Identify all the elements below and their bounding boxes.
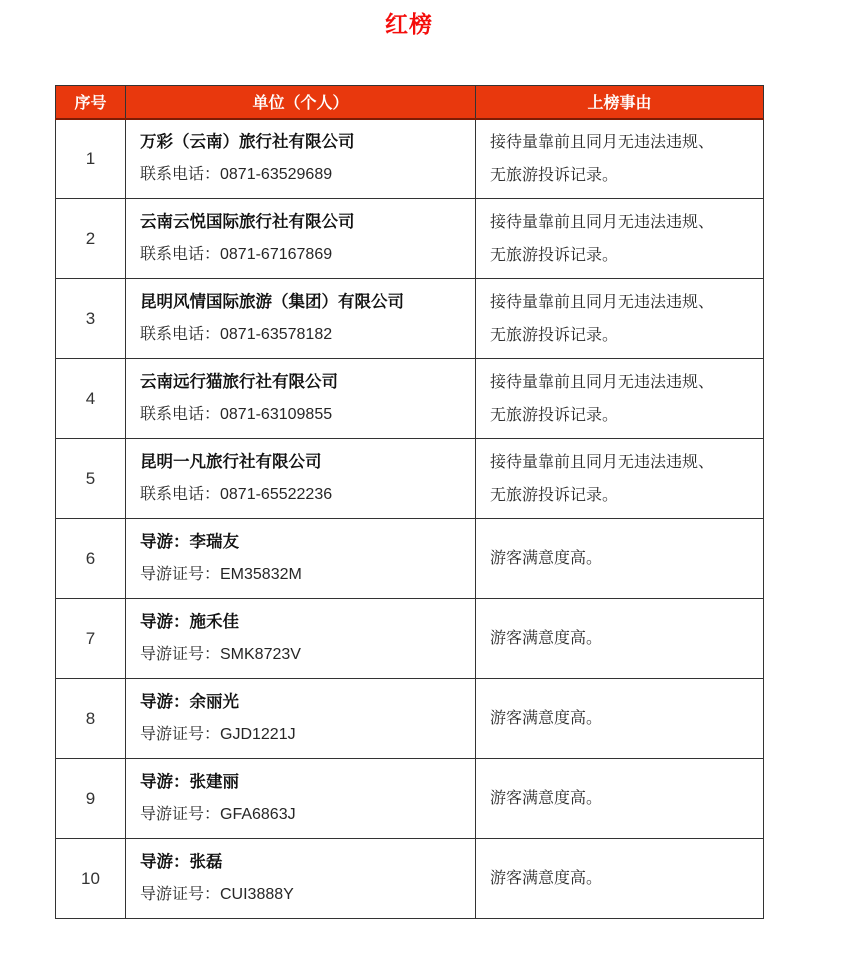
table-row — [56, 759, 764, 839]
reason-cell — [476, 839, 764, 919]
reason-text: 无旅游投诉记录。 — [490, 166, 619, 184]
reason-text: 游客满意度高。 — [490, 710, 603, 727]
reason-cell — [476, 439, 764, 519]
header-cell-unit: 单位（个人） — [126, 86, 476, 119]
unit-detail: 导游证号：CUI3888Y — [140, 886, 294, 903]
row-number: 6 — [56, 519, 126, 599]
unit-name: 昆明一凡旅行社有限公司 — [140, 453, 322, 471]
unit-detail: 联系电话：0871-63578182 — [140, 326, 333, 343]
unit-cell — [126, 439, 476, 519]
unit-detail: 导游证号：EM35832M — [140, 566, 302, 583]
unit-name: 云南云悦国际旅行社有限公司 — [140, 213, 355, 231]
unit-name: 导游：余丽光 — [140, 693, 239, 711]
reason-text: 无旅游投诉记录。 — [490, 486, 619, 504]
reason-text: 接待量靠前且同月无违法违规、 — [490, 133, 715, 151]
table-body — [56, 119, 764, 919]
unit-name: 导游：李瑞友 — [140, 533, 239, 551]
unit-cell — [126, 279, 476, 359]
reason-cell — [476, 599, 764, 679]
unit-cell — [126, 519, 476, 599]
reason-cell — [476, 279, 764, 359]
row-number: 9 — [56, 759, 126, 839]
table-row — [56, 599, 764, 679]
header-cell-index: 序号 — [56, 86, 126, 119]
reason-text: 无旅游投诉记录。 — [490, 326, 619, 344]
unit-cell — [126, 759, 476, 839]
unit-detail: 联系电话：0871-65522236 — [140, 486, 333, 503]
header-cell-reason: 上榜事由 — [476, 86, 764, 119]
unit-cell — [126, 599, 476, 679]
unit-detail: 导游证号：GFA6863J — [140, 806, 296, 823]
unit-cell — [126, 359, 476, 439]
reason-text: 游客满意度高。 — [490, 790, 603, 807]
unit-detail: 导游证号：GJD1221J — [140, 726, 296, 743]
reason-cell — [476, 359, 764, 439]
unit-name: 导游：施禾佳 — [140, 613, 239, 631]
unit-name: 导游：张磊 — [140, 853, 223, 871]
reason-cell — [476, 119, 764, 199]
unit-cell — [126, 679, 476, 759]
red-list-table — [55, 85, 764, 919]
reason-text: 接待量靠前且同月无违法违规、 — [490, 213, 715, 231]
row-number: 1 — [56, 119, 126, 199]
reason-text: 无旅游投诉记录。 — [490, 406, 619, 424]
table-row — [56, 359, 764, 439]
reason-text: 游客满意度高。 — [490, 630, 603, 647]
unit-detail: 导游证号：SMK8723V — [140, 646, 301, 663]
unit-name: 云南远行猫旅行社有限公司 — [140, 373, 338, 391]
reason-text: 游客满意度高。 — [490, 870, 603, 887]
row-number: 3 — [56, 279, 126, 359]
reason-cell — [476, 759, 764, 839]
reason-text: 接待量靠前且同月无违法违规、 — [490, 293, 715, 311]
reason-text: 接待量靠前且同月无违法违规、 — [490, 453, 715, 471]
row-number: 5 — [56, 439, 126, 519]
reason-cell — [476, 199, 764, 279]
table-row — [56, 839, 764, 919]
table-row — [56, 439, 764, 519]
unit-cell — [126, 839, 476, 919]
unit-name: 万彩（云南）旅行社有限公司 — [140, 133, 355, 152]
unit-cell — [126, 119, 476, 199]
unit-detail: 联系电话：0871-63529689 — [140, 166, 333, 184]
row-number: 4 — [56, 359, 126, 439]
table-row — [56, 279, 764, 359]
unit-cell — [126, 199, 476, 279]
reason-text: 游客满意度高。 — [490, 550, 603, 567]
table-row — [56, 679, 764, 759]
reason-text: 无旅游投诉记录。 — [490, 246, 619, 264]
row-number: 8 — [56, 679, 126, 759]
row-number: 10 — [56, 839, 126, 919]
reason-cell — [476, 519, 764, 599]
unit-name: 昆明风情国际旅游（集团）有限公司 — [140, 293, 404, 311]
table-row — [56, 519, 764, 599]
table-row — [56, 119, 764, 199]
unit-name: 导游：张建丽 — [140, 773, 239, 791]
table-row — [56, 199, 764, 279]
header-row — [56, 86, 764, 119]
row-number: 2 — [56, 199, 126, 279]
unit-detail: 联系电话：0871-67167869 — [140, 246, 333, 263]
page-title: 红榜 — [385, 11, 433, 37]
table-header — [56, 86, 764, 119]
reason-cell — [476, 679, 764, 759]
reason-text: 接待量靠前且同月无违法违规、 — [490, 373, 715, 391]
row-number: 7 — [56, 599, 126, 679]
unit-detail: 联系电话：0871-63109855 — [140, 406, 333, 423]
